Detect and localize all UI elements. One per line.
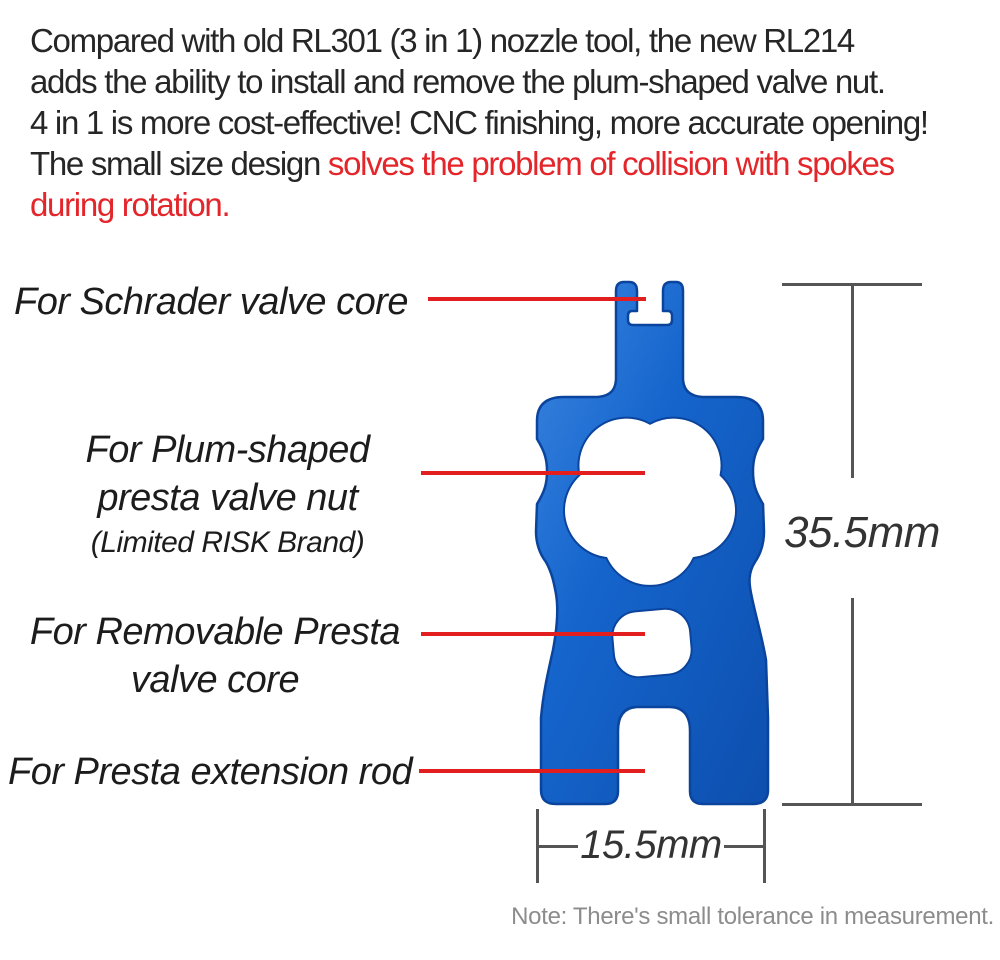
tool-body: [536, 282, 768, 804]
intro-line-5: during rotation.: [30, 186, 230, 223]
height-dim-cap-bottom: [782, 803, 922, 806]
label-removable-presta: [5, 608, 425, 704]
highlight-red-text: solves the problem of collision with spokes: [327, 145, 894, 182]
label-extension-rod: For Presta extension rod: [8, 751, 413, 793]
height-dim-value: 35.5mm: [784, 508, 940, 557]
label-removable-line1: For Removable Presta: [29, 611, 401, 653]
leader-line-extension: [419, 769, 645, 773]
width-dim-value: 15.5mm: [578, 822, 724, 868]
height-dim-line-lower: [851, 598, 854, 803]
width-dim-tick-right: [763, 809, 766, 883]
intro-line-3: 4 in 1 is more cost-effective! CNC finishing, more accurate opening!: [30, 104, 928, 141]
label-plum-nut: [30, 426, 425, 564]
label-schrader: For Schrader valve core: [14, 281, 408, 323]
tolerance-note: Note: There's small tolerance in measurement.: [511, 903, 994, 930]
intro-line-1: Compared with old RL301 (3 in 1) nozzle tool, the new RL214: [30, 22, 854, 59]
label-plum-line1: For Plum-shaped: [85, 429, 370, 471]
label-plum-line2: presta valve nut: [97, 477, 358, 519]
presta-core-hole: [610, 607, 693, 680]
leader-line-removable: [421, 632, 645, 636]
intro-paragraph: [30, 20, 995, 225]
intro-line-4: The small size design solves the problem of collision with spokes: [30, 145, 894, 182]
leader-line-plum: [421, 471, 645, 475]
leader-line-schrader: [428, 297, 646, 301]
label-removable-line2: valve core: [130, 659, 300, 701]
intro-line-2: adds the ability to install and remove the plum-shaped valve nut.: [30, 63, 885, 100]
label-plum-line3: (Limited RISK Brand): [90, 526, 365, 559]
plum-hole: [564, 418, 736, 586]
height-dim-line-upper: [851, 286, 854, 478]
